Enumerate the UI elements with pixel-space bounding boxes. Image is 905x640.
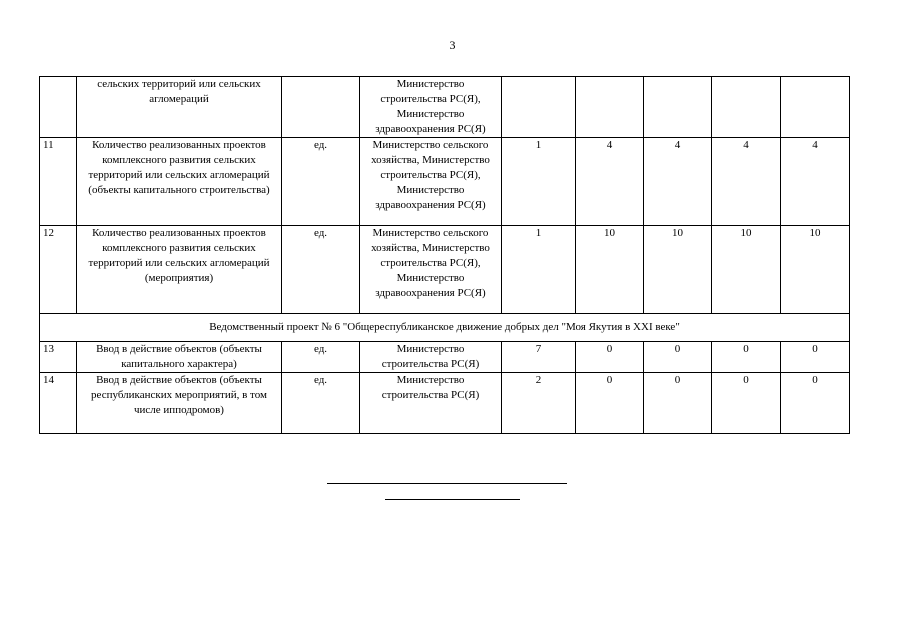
closing-line-long [327,483,567,484]
value-cell [644,77,712,138]
indicator-name: Количество реализованных проектов комплексного развития сельских территорий или сельских агломераций (мероприятия) [77,226,282,314]
value-cell: 4 [644,138,712,226]
value-cell: 7 [502,342,576,373]
table-row [40,373,850,434]
value-cell [502,77,576,138]
indicator-name: Ввод в действие объектов (объекты капитального характера) [77,342,282,373]
value-cell: 0 [576,373,644,434]
value-cell [576,77,644,138]
value-cell: 0 [644,373,712,434]
unit-cell: ед. [282,342,360,373]
value-cell: 1 [502,226,576,314]
row-number [40,77,77,138]
table-row [40,138,850,226]
table-row [40,226,850,314]
closing-line-short [385,499,520,500]
row-number: 14 [40,373,77,434]
value-cell: 0 [644,342,712,373]
value-cell: 0 [712,373,781,434]
row-number: 12 [40,226,77,314]
value-cell: 10 [644,226,712,314]
responsible-cell: Министерство сельского хозяйства, Министерство строительства РС(Я), Министерство здравоохранения РС(Я) [360,226,502,314]
value-cell: 4 [781,138,850,226]
value-cell: 0 [576,342,644,373]
unit-cell: ед. [282,373,360,434]
indicators-table [39,76,850,434]
value-cell: 4 [576,138,644,226]
value-cell: 0 [781,373,850,434]
section-row [40,314,850,342]
value-cell: 10 [781,226,850,314]
unit-cell: ед. [282,138,360,226]
unit-cell: ед. [282,226,360,314]
value-cell: 2 [502,373,576,434]
row-number: 13 [40,342,77,373]
responsible-cell: Министерство строительства РС(Я) [360,342,502,373]
value-cell: 0 [781,342,850,373]
responsible-cell: Министерство строительства РС(Я) [360,373,502,434]
responsible-cell: Министерство строительства РС(Я), Министерство здравоохранения РС(Я) [360,77,502,138]
value-cell: 0 [712,342,781,373]
value-cell [781,77,850,138]
indicator-name: Количество реализованных проектов комплексного развития сельских территорий или сельских агломераций (объекты капитального строительства) [77,138,282,226]
table-row [40,342,850,373]
value-cell [712,77,781,138]
row-number: 11 [40,138,77,226]
page-number: 3 [449,38,456,52]
table-row [40,77,850,138]
value-cell: 4 [712,138,781,226]
unit-cell [282,77,360,138]
responsible-cell: Министерство сельского хозяйства, Министерство строительства РС(Я), Министерство здравоохранения РС(Я) [360,138,502,226]
section-title: Ведомственный проект № 6 "Общереспубликанское движение добрых дел "Моя Якутия в XXI веке" [40,314,850,342]
value-cell: 10 [576,226,644,314]
indicator-name: Ввод в действие объектов (объекты республиканских мероприятий, в том числе ипподромов) [77,373,282,434]
indicator-name: сельских территорий или сельских агломераций [77,77,282,138]
value-cell: 1 [502,138,576,226]
value-cell: 10 [712,226,781,314]
